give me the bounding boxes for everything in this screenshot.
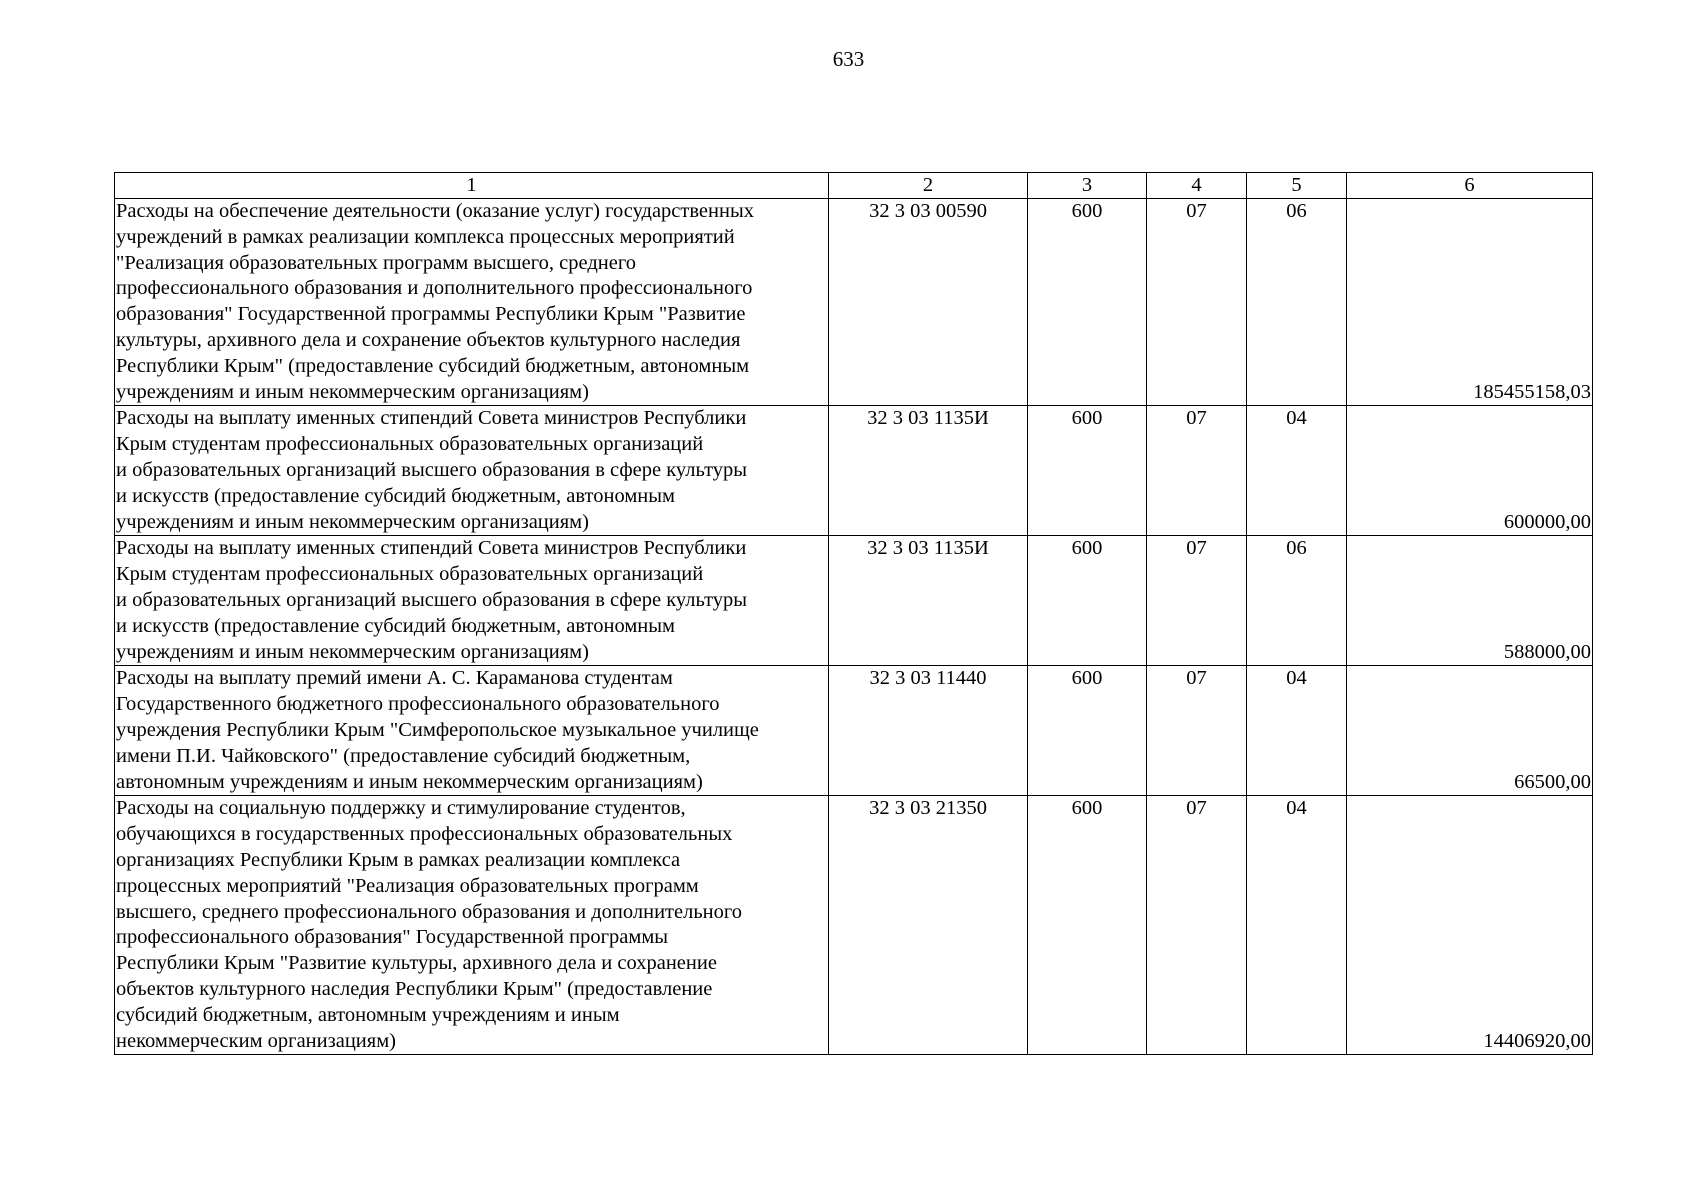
row-description: Расходы на выплату именных стипендий Совета министров Республики Крым студентам профессиональных образовательных организаций и образовательных организаций высшего образования в сфере культуры и искусств (предоставление субсидий бюджетным, автономным учреждениям и иным некоммерческим организациям): [115, 406, 829, 536]
row-target-code: 32 3 03 1135И: [829, 406, 1028, 536]
row-subsection: 06: [1247, 536, 1347, 666]
row-expense-type: 600: [1028, 796, 1147, 1055]
column-header-6: 6: [1347, 173, 1593, 199]
row-description: Расходы на выплату именных стипендий Совета министров Республики Крым студентам профессиональных образовательных организаций и образовательных организаций высшего образования в сфере культуры и искусств (предоставление субсидий бюджетным, автономным учреждениям и иным некоммерческим организациям): [115, 536, 829, 666]
row-target-code: 32 3 03 1135И: [829, 536, 1028, 666]
table-row: [115, 796, 1593, 1055]
column-header-2: 2: [829, 173, 1028, 199]
column-header-5: 5: [1247, 173, 1347, 199]
row-description: Расходы на социальную поддержку и стимулирование студентов, обучающихся в государственных профессиональных образовательных организациях Республики Крым в рамках реализации комплекса процессных мероприятий "Реализация образовательных программ высшего, среднего профессионального образования и дополнительного профессионального образования" Государственной программы Республики Крым "Развитие культуры, архивного дела и сохранение объектов культурного наследия Республики Крым" (предоставление субсидий бюджетным, автономным учреждениям и иным некоммерческим организациям): [115, 796, 829, 1055]
row-expense-type: 600: [1028, 536, 1147, 666]
row-target-code: 32 3 03 00590: [829, 199, 1028, 406]
row-amount: 66500,00: [1347, 666, 1593, 796]
row-expense-type: 600: [1028, 406, 1147, 536]
row-section: 07: [1147, 536, 1247, 666]
column-header-4: 4: [1147, 173, 1247, 199]
row-amount: 600000,00: [1347, 406, 1593, 536]
column-header-1: 1: [115, 173, 829, 199]
row-amount: 588000,00: [1347, 536, 1593, 666]
row-expense-type: 600: [1028, 666, 1147, 796]
row-subsection: 04: [1247, 406, 1347, 536]
table-header-row: [115, 173, 1593, 199]
row-subsection: 06: [1247, 199, 1347, 406]
row-section: 07: [1147, 796, 1247, 1055]
budget-table: [114, 172, 1593, 1055]
row-target-code: 32 3 03 11440: [829, 666, 1028, 796]
table-row: [115, 536, 1593, 666]
table-row: [115, 199, 1593, 406]
row-description: Расходы на обеспечение деятельности (оказание услуг) государственных учреждений в рамках реализации комплекса процессных мероприятий "Реализация образовательных программ высшего, среднего профессионального образования и дополнительного профессионального образования" Государственной программы Республики Крым "Развитие культуры, архивного дела и сохранение объектов культурного наследия Республики Крым" (предоставление субсидий бюджетным, автономным учреждениям и иным некоммерческим организациям): [115, 199, 829, 406]
table-row: [115, 666, 1593, 796]
row-section: 07: [1147, 406, 1247, 536]
row-subsection: 04: [1247, 796, 1347, 1055]
row-amount: 185455158,03: [1347, 199, 1593, 406]
page-number: 633: [832, 47, 865, 71]
row-section: 07: [1147, 199, 1247, 406]
row-subsection: 04: [1247, 666, 1347, 796]
table-row: [115, 406, 1593, 536]
row-expense-type: 600: [1028, 199, 1147, 406]
row-amount: 14406920,00: [1347, 796, 1593, 1055]
column-header-3: 3: [1028, 173, 1147, 199]
row-target-code: 32 3 03 21350: [829, 796, 1028, 1055]
row-description: Расходы на выплату премий имени А. С. Караманова студентам Государственного бюджетного профессионального образовательного учреждения Республики Крым "Симферопольское музыкальное училище имени П.И. Чайковского" (предоставление субсидий бюджетным, автономным учреждениям и иным некоммерческим организациям): [115, 666, 829, 796]
row-section: 07: [1147, 666, 1247, 796]
